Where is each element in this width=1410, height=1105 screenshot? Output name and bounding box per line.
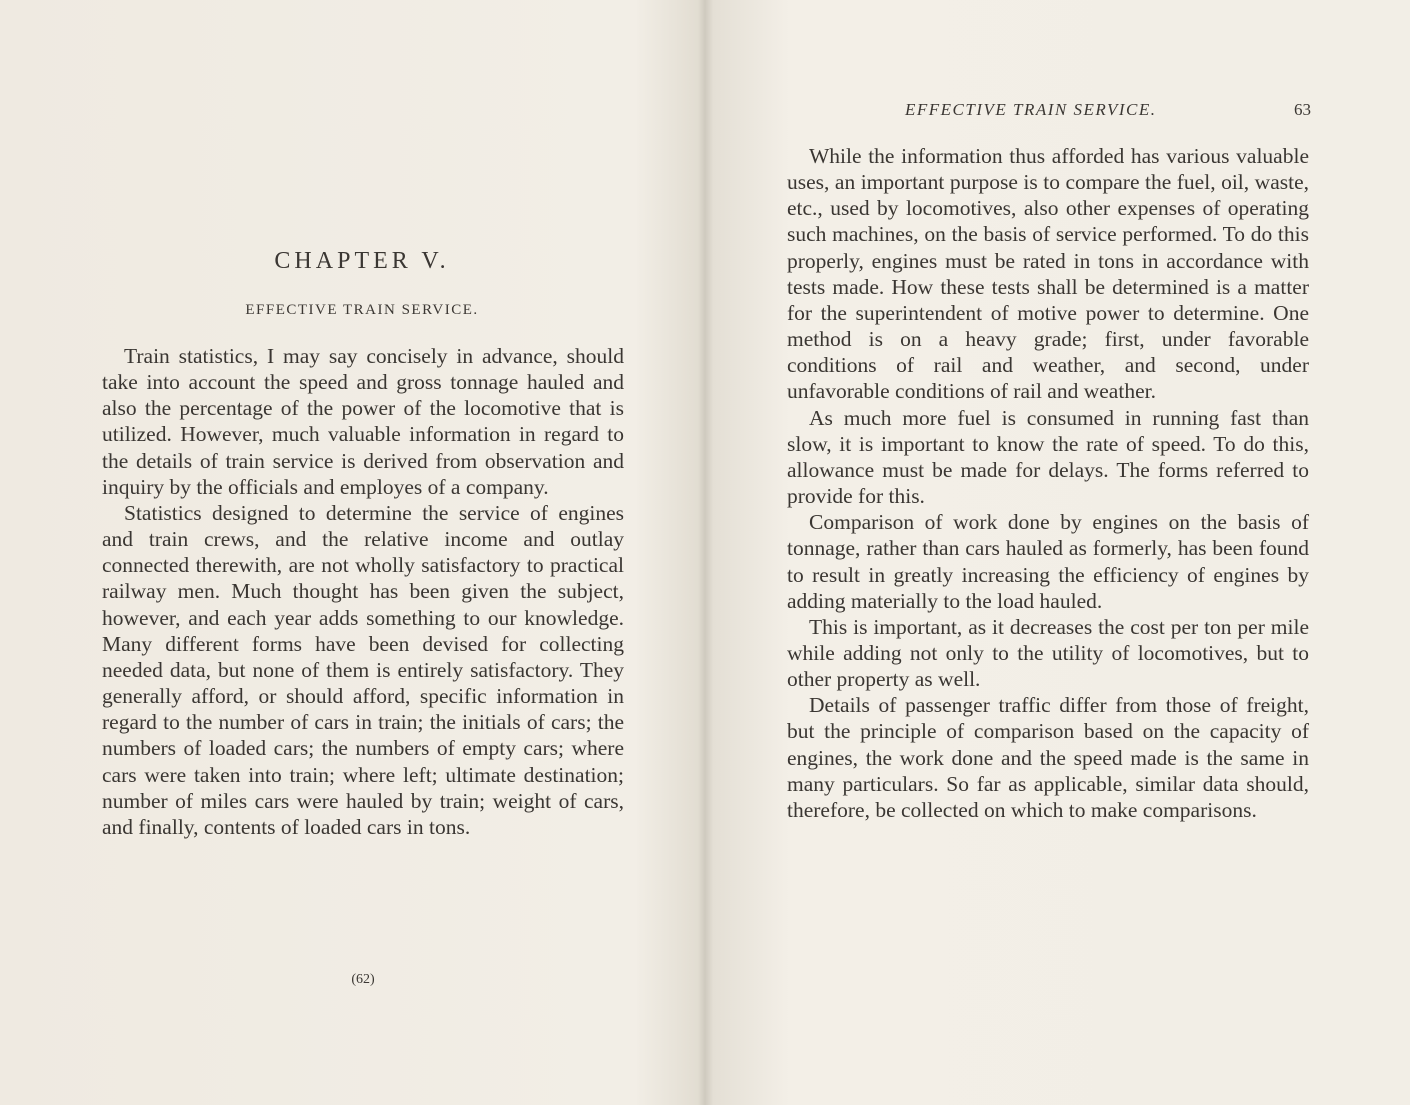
page-number: (62): [351, 972, 375, 987]
page-number: 63: [1294, 100, 1311, 119]
paragraph: Statistics designed to determine the service of engines and train crews, and the relative income and outlay connected therewith, are not wholly satisfactory to practical railway men. Much thought has been given the subject, however, and each year adds something to our knowledge. Many different forms have been devised for collecting needed data, but none of them is entirely satisfactory. They generally afford, or should afford, specific information in regard to the number of cars in train; the initials of cars; the numbers of loaded cars; the numbers of empty cars; where cars were taken into train; where left; ultimate destination; number of miles cars were hauled by train; weight of cars, and finally, contents of loaded cars in tons.: [102, 500, 624, 839]
left-body-text: [102, 343, 624, 840]
chapter-subtitle: EFFECTIVE TRAIN SERVICE.: [245, 302, 479, 318]
paragraph: Train statistics, I may say concisely in advance, should take into account the speed and gross tonnage hauled and also the percentage of the power of the locomotive that is utilized. However, much valuable information in regard to the details of train service is derived from observation and inquiry by the officials and employes of a company.: [102, 344, 624, 499]
paragraph: While the information thus afforded has various valuable uses, an important purpose is to compare the fuel, oil, waste, etc., used by locomotives, also other expenses of operating such machines, on the basis of service performed. To do this properly, engines must be rated in tons in accordance with tests made. How these tests shall be determined is a matter for the superintendent of motive power to determine. One method is on a heavy grade; first, under favorable conditions of rail and weather, and second, under unfavorable conditions of rail and weather.: [787, 144, 1309, 404]
running-head: EFFECTIVE TRAIN SERVICE.: [905, 100, 1157, 119]
paragraph: Details of passenger traffic differ from those of freight, but the principle of comparison based on the capacity of engines, the work done and the speed made is the same in many particulars. So far as applicable, similar data should, therefore, be collected on which to make comparisons.: [787, 693, 1309, 822]
paragraph: This is important, as it decreases the cost per ton per mile while adding not only to the utility of locomotives, but to other property as well.: [787, 614, 1309, 692]
paragraph: Comparison of work done by engines on the basis of tonnage, rather than cars hauled as formerly, has been found to result in greatly increasing the efficiency of engines by adding materially to the load hauled.: [787, 510, 1309, 613]
paragraph: As much more fuel is consumed in running fast than slow, it is important to know the rate of speed. To do this, allowance must be made for delays. The forms referred to provide for this.: [787, 405, 1309, 509]
chapter-title: CHAPTER V.: [274, 248, 450, 274]
right-body-text: [787, 143, 1309, 823]
right-page: [705, 0, 1410, 1105]
